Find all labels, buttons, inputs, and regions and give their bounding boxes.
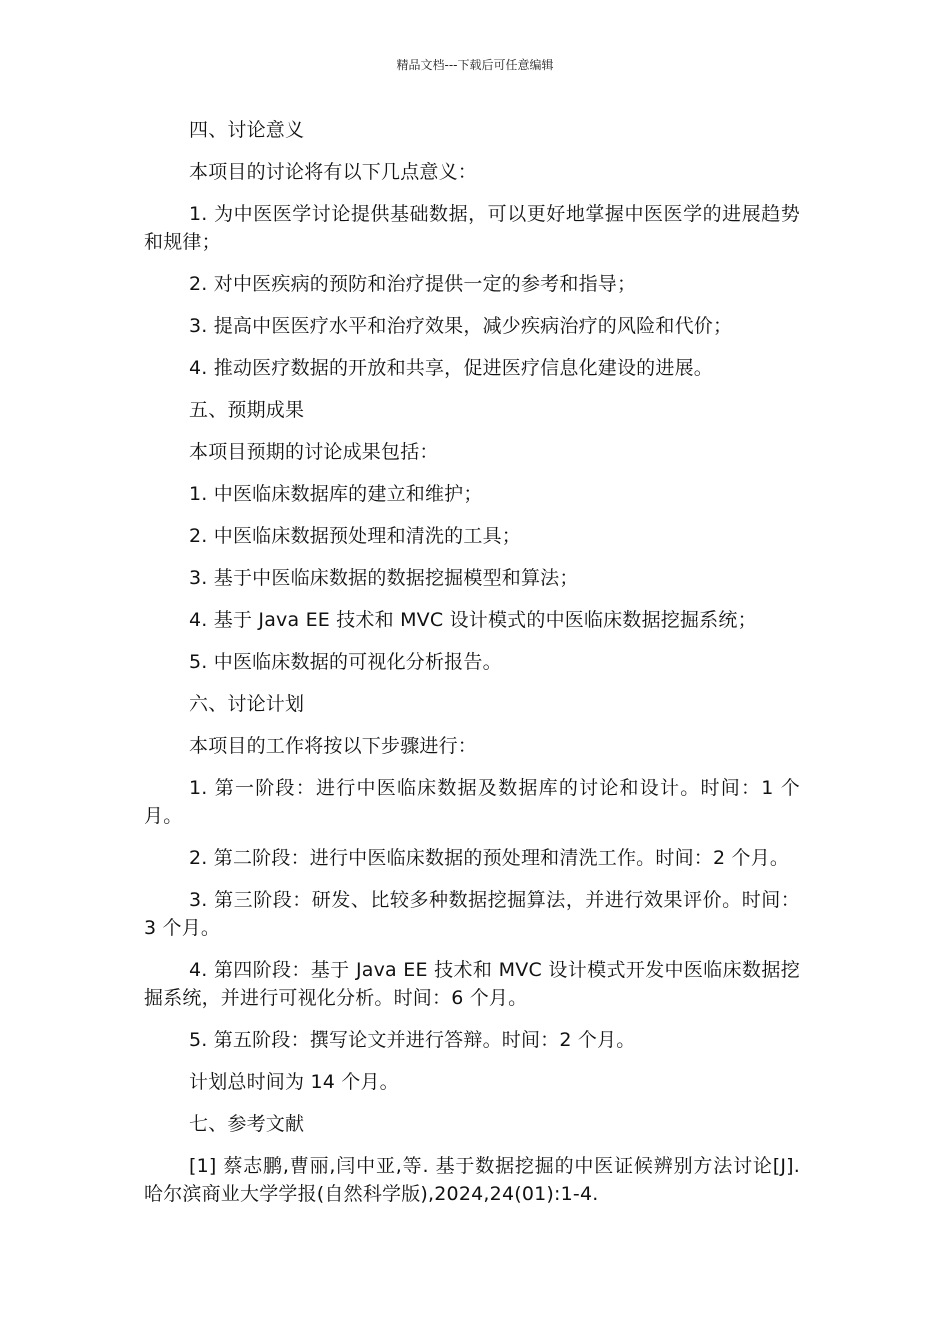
section-heading-expected-results: 五、预期成果 xyxy=(189,399,305,421)
list-item: 3. 提高中医医疗水平和治疗效果，减少疾病治疗的风险和代价； xyxy=(189,315,733,337)
paragraph: 本项目的讨论将有以下几点意义： xyxy=(189,161,478,183)
paragraph: 本项目预期的讨论成果包括： xyxy=(189,441,439,463)
list-item: 5. 第五阶段：撰写论文并进行答辩。时间：2 个月。 xyxy=(189,1029,636,1051)
list-item: 1. 中医临床数据库的建立和维护； xyxy=(189,483,483,505)
list-item: 4. 推动医疗数据的开放和共享，促进医疗信息化建设的进展。 xyxy=(189,357,713,379)
list-item: 2. 对中医疾病的预防和治疗提供一定的参考和指导； xyxy=(189,273,637,295)
list-item: 4. 第四阶段：基于 Java EE 技术和 MVC 设计模式开发中医临床数据挖掘系统，并进行可视化分析。时间：6 个月。 xyxy=(144,959,800,1009)
section-heading-significance: 四、讨论意义 xyxy=(189,119,305,141)
list-item: 1. 第一阶段：进行中医临床数据及数据库的讨论和设计。时间：1 个月。 xyxy=(144,777,800,827)
list-item: 2. 中医临床数据预处理和清洗的工具； xyxy=(189,525,521,547)
list-item: 1. 为中医医学讨论提供基础数据，可以更好地掌握中医医学的进展趋势和规律； xyxy=(144,203,800,253)
paragraph: 计划总时间为 14 个月。 xyxy=(189,1071,399,1093)
reference-item: [1] 蔡志鹏,曹丽,闫中亚,等. 基于数据挖掘的中医证候辨别方法讨论[J]. 哈尔滨商业大学学报(自然科学版),2024,24(01):1-4. xyxy=(144,1155,800,1205)
list-item: 3. 基于中医临床数据的数据挖掘模型和算法； xyxy=(189,567,579,589)
paragraph: 本项目的工作将按以下步骤进行： xyxy=(189,735,478,757)
document-body xyxy=(144,116,800,1222)
section-heading-references: 七、参考文献 xyxy=(189,1113,305,1135)
list-item: 4. 基于 Java EE 技术和 MVC 设计模式的中医临床数据挖掘系统； xyxy=(189,609,757,631)
page-header: 精品文档---下载后可任意编辑 xyxy=(396,58,554,72)
list-item: 2. 第二阶段：进行中医临床数据的预处理和清洗工作。时间：2 个月。 xyxy=(189,847,790,869)
list-item: 3. 第三阶段：研发、比较多种数据挖掘算法，并进行效果评价。时间：3 个月。 xyxy=(144,889,800,939)
list-item: 5. 中医临床数据的可视化分析报告。 xyxy=(189,651,502,673)
section-heading-plan: 六、讨论计划 xyxy=(189,693,305,715)
